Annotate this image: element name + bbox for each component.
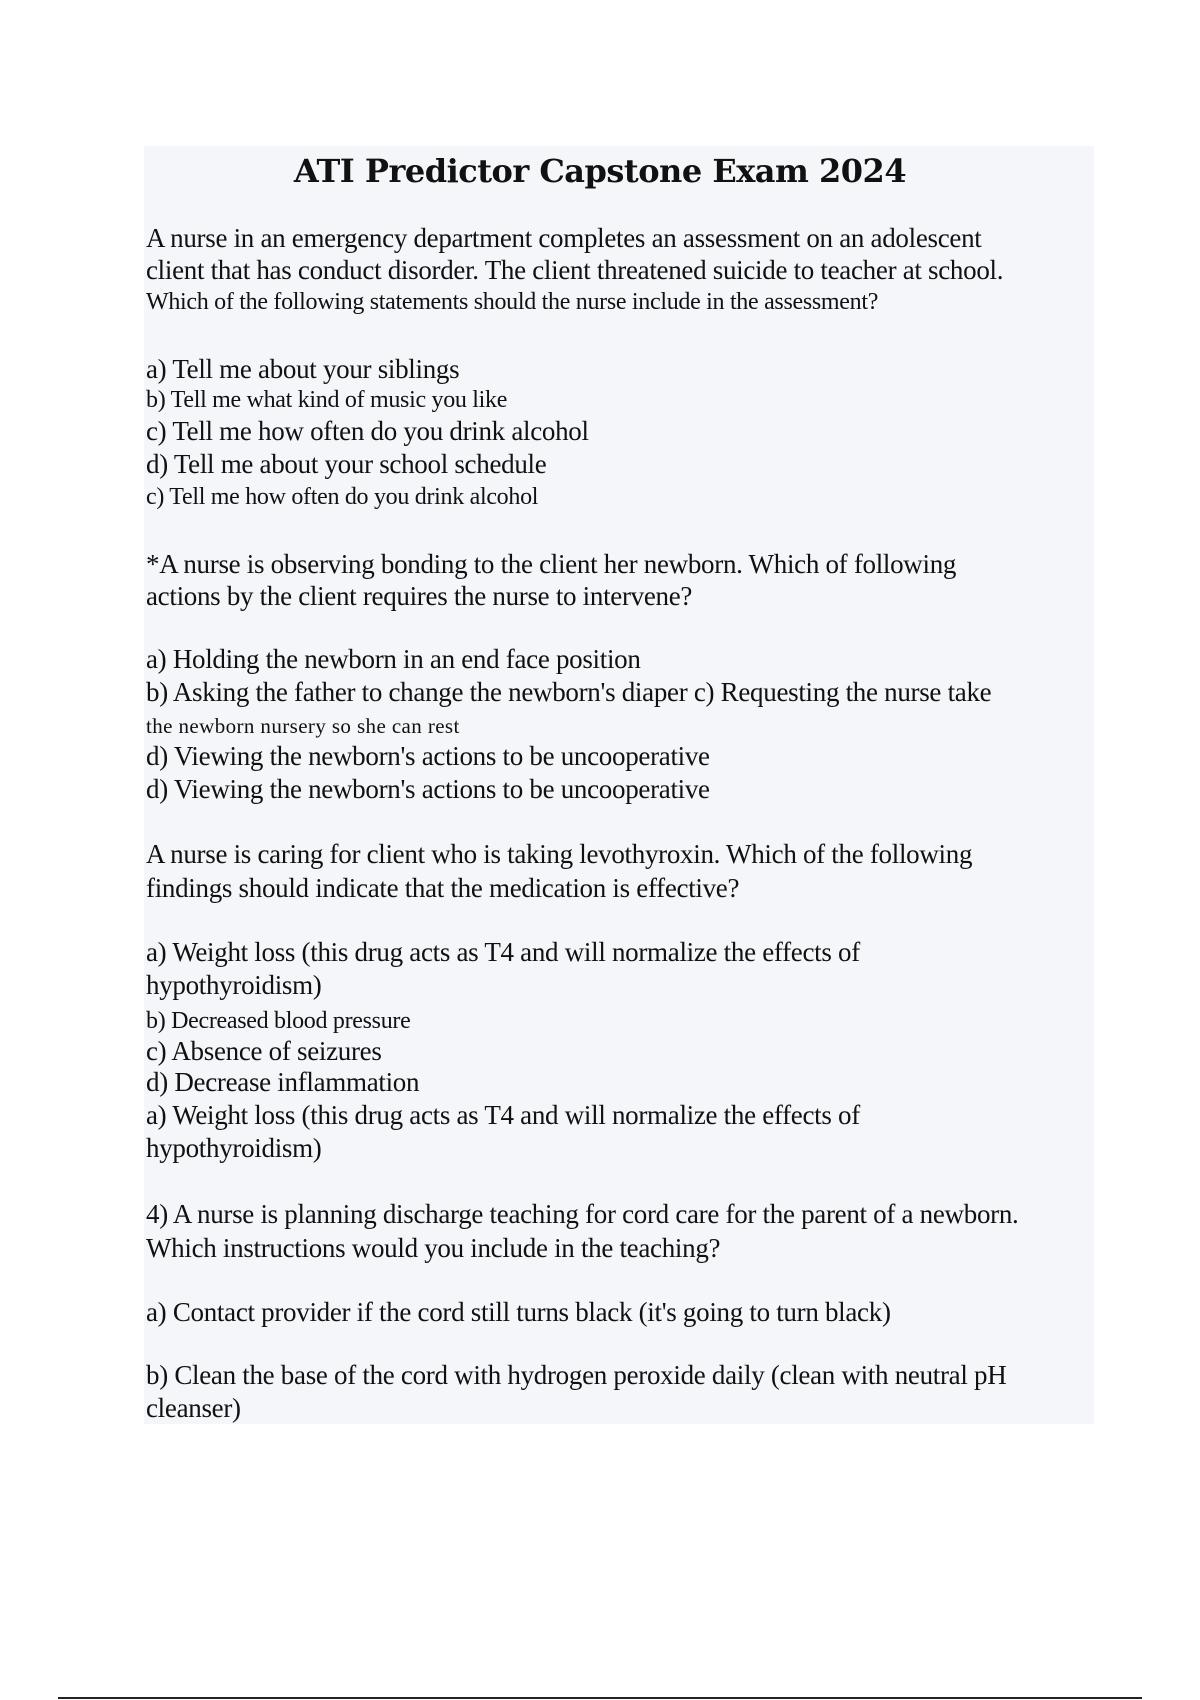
question-1-option-c: c) Tell me how often do you drink alcohol	[146, 416, 589, 446]
question-3-stem-line-2: findings should indicate that the medication is effective?	[146, 873, 740, 903]
question-3-option-d: d) Decrease inflammation	[146, 1067, 420, 1097]
question-3-option-a: a) Weight loss (this drug acts as T4 and will normalize the effects of	[146, 937, 860, 967]
document-title: ATI Predictor Capstone Exam 2024	[293, 152, 907, 190]
question-3-answer-continued: hypothyroidism)	[146, 1133, 322, 1163]
question-1-option-b: b) Tell me what kind of music you like	[146, 387, 508, 413]
question-2-stem-line-1: *A nurse is observing bonding to the client her newborn. Which of following	[146, 549, 957, 579]
question-1-option-a: a) Tell me about your siblings	[146, 354, 460, 384]
question-2-answer: d) Viewing the newborn's actions to be uncooperative	[146, 774, 710, 804]
question-4-option-b-continued: cleanser)	[146, 1393, 241, 1423]
question-1-stem-line-2: client that has conduct disorder. The client threatened suicide to teacher at school.	[146, 255, 1004, 285]
question-1-stem-line-3: Which of the following statements should the nurse include in the assessment?	[146, 289, 879, 315]
question-2-option-a: a) Holding the newborn in an end face position	[146, 644, 641, 674]
question-1-answer: c) Tell me how often do you drink alcohol	[146, 484, 539, 510]
question-4-stem-line-2: Which instructions would you include in the teaching?	[146, 1233, 721, 1263]
question-4-stem-line-1: 4) A nurse is planning discharge teaching for cord care for the parent of a newborn.	[146, 1199, 1019, 1229]
question-3-answer: a) Weight loss (this drug acts as T4 and will normalize the effects of	[146, 1100, 860, 1130]
question-3-option-c: c) Absence of seizures	[146, 1036, 382, 1066]
question-1-stem-line-1: A nurse in an emergency department completes an assessment on an adolescent	[146, 223, 982, 253]
question-2-option-d: d) Viewing the newborn's actions to be uncooperative	[146, 741, 710, 771]
question-4-option-b: b) Clean the base of the cord with hydrogen peroxide daily (clean with neutral pH	[146, 1360, 1007, 1390]
question-3-option-b: b) Decreased blood pressure	[146, 1008, 411, 1034]
question-2-option-b-c: b) Asking the father to change the newborn's diaper c) Requesting the nurse take	[146, 677, 992, 707]
footer-rule	[58, 1697, 1142, 1699]
question-4-option-a: a) Contact provider if the cord still turns black (it's going to turn black)	[146, 1297, 891, 1327]
question-2-stem-line-2: actions by the client requires the nurse to intervene?	[146, 581, 693, 611]
question-3-option-a-continued: hypothyroidism)	[146, 970, 322, 1000]
question-1-option-d: d) Tell me about your school schedule	[146, 449, 547, 479]
question-3-stem-line-1: A nurse is caring for client who is taking levothyroxin. Which of the following	[146, 839, 973, 869]
question-2-option-c-continued: the newborn nursery so she can rest	[146, 714, 460, 738]
